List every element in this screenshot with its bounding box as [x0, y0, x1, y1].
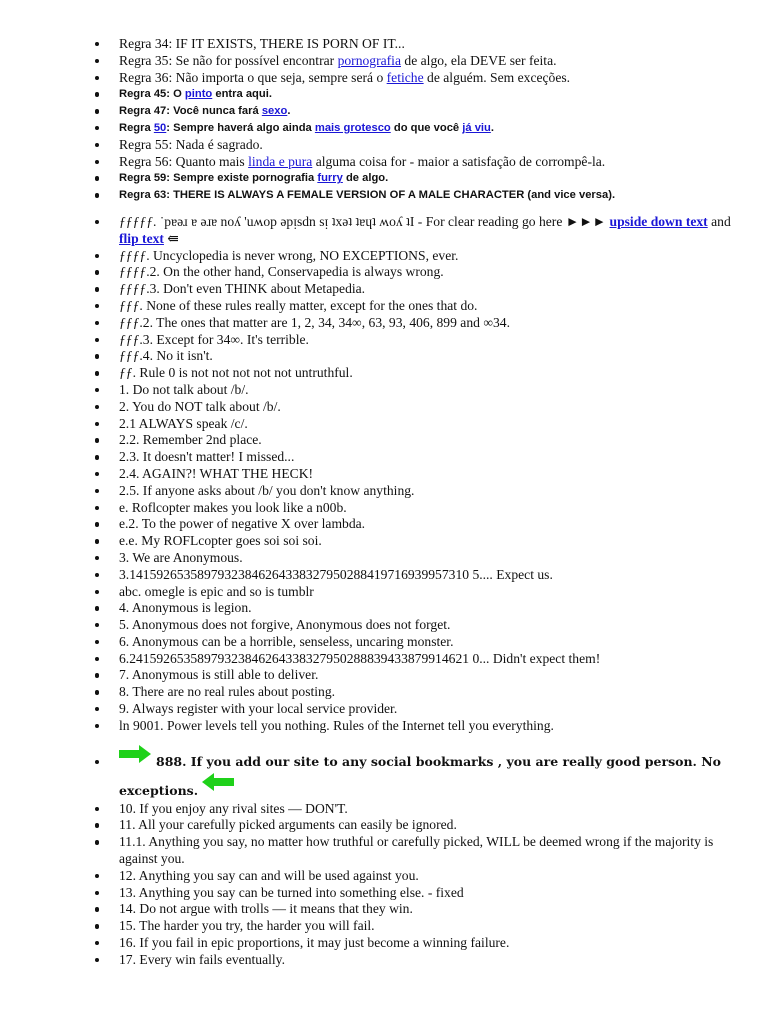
rule-text: Regra 45: O — [119, 88, 185, 101]
rule-text: 11.1. Anything you say, no matter how truthful or carefully picked, WILL be deemed wrong if the majority is against you. — [119, 834, 714, 867]
rule-text: Regra 59: Sempre existe pornografia — [119, 172, 318, 185]
rule-item — [0, 53, 768, 70]
rule-item — [0, 248, 768, 265]
rule-text: 2. You do NOT talk about /b/. — [119, 398, 281, 414]
rule-item — [0, 264, 768, 281]
rule-item — [0, 120, 768, 137]
rule-item — [0, 550, 768, 567]
rule-item — [0, 651, 768, 668]
rule-item — [0, 600, 768, 617]
rule-item — [0, 86, 768, 103]
rule-text: 2.3. It doesn't matter! I missed... — [119, 449, 295, 465]
rule-text: Regra 55: Nada é sagrado. — [119, 136, 263, 152]
rule-item — [0, 684, 768, 701]
rule-item — [0, 214, 768, 248]
rule-text: ƒƒƒ — [119, 348, 140, 364]
rule-item — [0, 885, 768, 902]
rule-text: 11. All your carefully picked arguments can easily be ignored. — [119, 817, 457, 833]
rule-item — [0, 36, 768, 53]
rule-text: Regra 35: Se não for possível encontrar — [119, 52, 338, 68]
rule-text: 15. The harder you try, the harder you will fail. — [119, 918, 375, 934]
rule-text: ƒƒƒ — [119, 297, 140, 313]
rule-text: 6.24159265358979323846264338327950288839433879914621 0... Didn't expect them! — [119, 650, 601, 666]
rule-link[interactable]: mais grotesco — [314, 121, 391, 134]
rule-text: ƒƒƒƒ — [119, 281, 147, 297]
rule-text: 3.14159265358979323846264338327950288419716939957310 5.... Expect us. — [119, 566, 553, 582]
rule-item — [0, 868, 768, 885]
rule-item — [0, 834, 768, 868]
rule-item — [0, 584, 768, 601]
rule-text: ln 9001. Power levels tell you nothing. Rules of the Internet tell you everything. — [119, 717, 554, 733]
rule-text: ƒƒ — [119, 365, 133, 381]
rule-text: de alguém. Sem exceções. — [423, 69, 571, 85]
rule-link[interactable]: upside down text — [609, 213, 708, 229]
rule-text: 4. Anonymous is legion. — [119, 600, 252, 616]
rule-item — [0, 667, 768, 684]
rule-text: .3. Except for 34∞. It's terrible. — [139, 331, 309, 347]
rule-text: ƒƒƒƒ — [119, 247, 147, 263]
rule-text: Regra — [119, 121, 154, 134]
rule-link[interactable]: pornografia — [337, 52, 401, 68]
rule-item — [0, 365, 768, 382]
rule-text: : Sempre haverá algo ainda — [166, 121, 315, 134]
rule-item — [0, 466, 768, 483]
rule-text: alguma coisa for - maior a satisfação de corrompê-la. — [312, 153, 606, 169]
rule-link[interactable]: fetiche — [386, 69, 424, 85]
rule-item — [0, 416, 768, 433]
rule-text: abc. omegle is epic and so is tumblr — [119, 583, 314, 599]
rule-item — [0, 918, 768, 935]
rule-text: 6. Anonymous can be a horrible, senseless, uncaring monster. — [119, 633, 454, 649]
rule-text: 8. There are no real rules about posting. — [119, 684, 336, 700]
rule-text: e.e. My ROFLcopter goes soi soi soi. — [119, 533, 322, 549]
rule-item — [0, 281, 768, 298]
arrow-left-icon — [202, 773, 234, 791]
rule-text: do que você — [390, 121, 463, 134]
rule-text: ƒƒƒ — [119, 314, 140, 330]
rule-text: . Rule 0 is not not not not not untruthful. — [132, 365, 353, 381]
rule-item — [0, 483, 768, 500]
rule-text: . — [490, 121, 494, 134]
rule-text: .4. No it isn't. — [139, 348, 213, 364]
rule-text: 3. We are Anonymous. — [119, 549, 243, 565]
rule-item — [0, 154, 768, 171]
rule-item — [0, 935, 768, 952]
rule-text: Regra 63: THERE IS ALWAYS A FEMALE VERSION OF A MALE CHARACTER (and vice versa). — [119, 189, 616, 202]
rule-item — [0, 533, 768, 550]
rules-list — [0, 36, 768, 969]
rule-888-text: 888. If you add our site to any social bookmarks , you are really good person. No — [156, 753, 722, 769]
rule-text: 1. Do not talk about /b/. — [119, 381, 249, 397]
arrow-right-icon — [119, 745, 151, 763]
rule-text: 2.2. Remember 2nd place. — [119, 432, 262, 448]
rule-item — [0, 500, 768, 517]
rule-item — [0, 901, 768, 918]
rule-link[interactable]: pinto — [184, 88, 213, 101]
rule-item — [0, 432, 768, 449]
rule-item — [0, 399, 768, 416]
rule-text: 2.1 ALWAYS speak /c/. — [119, 415, 248, 431]
rule-item — [0, 801, 768, 818]
rule-item — [0, 952, 768, 969]
rule-item-888 — [0, 745, 768, 801]
rule-item — [0, 348, 768, 365]
rule-link[interactable]: sexo — [261, 105, 288, 118]
rule-item — [0, 187, 768, 204]
rule-item — [0, 315, 768, 332]
rule-link[interactable]: flip text — [119, 230, 164, 246]
rule-text: Regra 36: Não importa o que seja, sempre será o — [119, 69, 387, 85]
rule-item — [0, 718, 768, 735]
rule-text: Regra 56: Quanto mais — [119, 153, 249, 169]
rule-link[interactable]: furry — [317, 172, 343, 185]
rule-888-tail: exceptions. — [119, 782, 199, 798]
rule-text: ⇚ — [163, 230, 179, 246]
rule-text: . ˙pɐǝɹ ɐ ǝɹɐ noʎ 'uʍop ǝpᴉsdn sᴉ ʇxǝʇ ʇɐɥʇ ʍoʎ ʇI - For clear reading go here ►►► — [152, 213, 610, 229]
rule-text: .2. On the other hand, Conservapedia is always wrong. — [146, 264, 444, 280]
rule-text: Regra 34: IF IT EXISTS, THERE IS PORN OF IT... — [119, 36, 405, 51]
rule-item — [0, 137, 768, 154]
rule-item — [0, 298, 768, 315]
rule-text: . — [287, 105, 291, 118]
rule-text: de algo. — [342, 172, 389, 185]
rule-link[interactable]: linda e pura — [248, 153, 313, 169]
rule-text: 13. Anything you say can be turned into something else. - fixed — [119, 884, 464, 900]
rule-item — [0, 516, 768, 533]
rule-item — [0, 70, 768, 87]
rule-item — [0, 817, 768, 834]
rule-text: ƒƒƒƒ — [119, 264, 147, 280]
rule-text: 16. If you fail in epic proportions, it may just become a winning failure. — [119, 935, 510, 951]
rule-item — [0, 170, 768, 187]
rule-text: 10. If you enjoy any rival sites — DON'T. — [119, 800, 348, 816]
rule-text: 9. Always register with your local service provider. — [119, 701, 398, 717]
rule-text: 2.4. AGAIN?! WHAT THE HECK! — [119, 465, 314, 481]
rule-item — [0, 332, 768, 349]
rule-text: e. Roflcopter makes you look like a n00b. — [119, 499, 347, 515]
rule-text: . Uncyclopedia is never wrong, NO EXCEPTIONS, ever. — [146, 247, 459, 263]
rule-text: .2. The ones that matter are 1, 2, 34, 34∞, 63, 93, 406, 899 and ∞34. — [139, 314, 511, 330]
rule-item — [0, 617, 768, 634]
rule-text: ƒƒƒ — [119, 331, 140, 347]
rule-text: 17. Every win fails eventually. — [119, 951, 285, 967]
rule-item — [0, 634, 768, 651]
rule-item — [0, 449, 768, 466]
rule-text: ƒƒƒƒƒ — [119, 213, 153, 229]
rule-text: .3. Don't even THINK about Metapedia. — [146, 281, 366, 297]
rule-text: de algo, ela DEVE ser feita. — [401, 52, 557, 68]
rule-text: 2.5. If anyone asks about /b/ you don't know anything. — [119, 482, 415, 498]
rule-item — [0, 567, 768, 584]
rule-item — [0, 103, 768, 120]
rule-text: 14. Do not argue with trolls — it means that they win. — [119, 901, 413, 917]
rule-item — [0, 701, 768, 718]
rule-link[interactable]: já viu — [462, 121, 491, 134]
rule-text: e.2. To the power of negative X over lambda. — [119, 516, 366, 532]
rule-text: entra aqui. — [212, 88, 272, 101]
rule-text: . None of these rules really matter, except for the ones that do. — [139, 297, 478, 313]
rule-text: Regra 47: Você nunca fará — [119, 105, 262, 118]
rule-item — [0, 382, 768, 399]
rule-link[interactable]: 50 — [153, 121, 167, 134]
rule-text: 12. Anything you say can and will be used against you. — [119, 867, 419, 883]
rule-text: 7. Anonymous is still able to deliver. — [119, 667, 319, 683]
rule-text: 5. Anonymous does not forgive, Anonymous does not forget. — [119, 617, 451, 633]
rule-text: and — [707, 213, 731, 229]
